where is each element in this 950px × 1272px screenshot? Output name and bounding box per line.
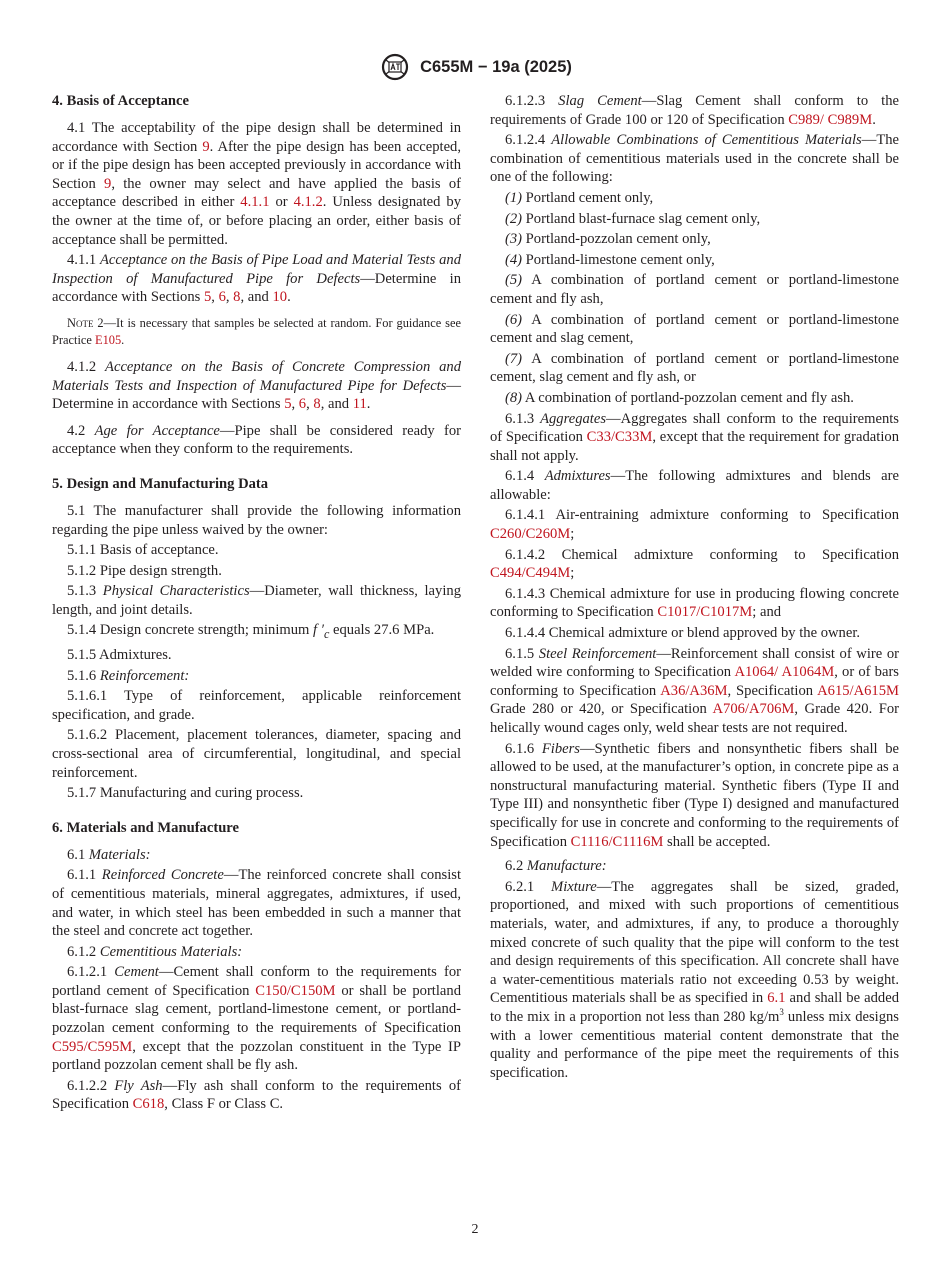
- link-C33[interactable]: C33/C33M: [586, 429, 653, 446]
- para-5-1-5: 5.1.5 Admixtures.: [67, 646, 172, 663]
- para-6-1-3: 6.1.3 Aggregates—Aggregates shall conform to the requirements of Specification C33/C33M, except that the requirement for gradation shall not apply.: [490, 410, 899, 464]
- para-6-1-1: 6.1.1 Reinforced Concrete—The reinforced concrete shall consist of cementitious materials, mineral aggregates, admixtures, if used, and water, in which steel has been embedded in such a manner that the steel and concrete act together.: [52, 867, 461, 940]
- section-5-heading: 5. Design and Manufacturing Data: [52, 475, 269, 492]
- link-section-9[interactable]: 9: [104, 175, 112, 192]
- combo-item: (5) A combination of portland cement or portland-limestone cement and fly ash,: [490, 272, 899, 307]
- link-C494[interactable]: C494/C494M: [490, 565, 571, 582]
- para-6-2-1: 6.2.1 Mixture—The aggregates shall be sized, graded, proportioned, and mixed with such proportions of cementitious materials, water, and admixtures, if any, to produce a thoroughly mixed concrete of such quality that the pipe will conform to the test and design requirements of this specification. All concrete shall have a water-cementitious materials ratio not exceeding 0.53 by weight. Cementitious materials shall be as specified in 6.1 and shall be added to the mix in a proportion not less than 280 $kg/m^3$ unless mix designs with a lower cementitious material content demonstrate that the quality and performance of the pipe meet the requirements of this specification.: [490, 878, 899, 1081]
- link-C595[interactable]: C595/C595M: [52, 1038, 133, 1055]
- para-5-1-6: 5.1.6 Reinforcement:: [67, 667, 190, 684]
- link-section-6[interactable]: 6: [218, 289, 226, 306]
- link-E105[interactable]: E105: [95, 332, 122, 347]
- page-number: 2: [471, 1222, 479, 1237]
- link-A615[interactable]: A615/A615M: [817, 682, 899, 699]
- astm-logo-icon: [378, 52, 412, 82]
- link-section-11[interactable]: 11: [352, 396, 367, 413]
- page-header: [0, 52, 950, 87]
- link-4-1-2[interactable]: 4.1.2: [293, 194, 323, 211]
- combo-item: (3) Portland-pozzolan cement only,: [505, 231, 711, 248]
- para-6-1: 6.1 Materials:: [67, 846, 151, 863]
- para-6-1-2-2: 6.1.2.2 Fly Ash—Fly ash shall conform to the requirements of Specification C618, Class F or Class C.: [52, 1077, 462, 1113]
- link-section-8[interactable]: 8: [233, 289, 241, 306]
- link-section-5[interactable]: 5: [284, 396, 292, 413]
- note-2: Note 2—It is necessary that samples be selected at random. For guidance see Practice E105.: [52, 315, 461, 347]
- para-5-1-4: 5.1.4 Design concrete strength; minimum f $'_c$ equals 27.6 MPa.: [67, 622, 435, 642]
- combo-item: (6) A combination of portland cement or portland-limestone cement and slag cement,: [490, 311, 899, 347]
- link-C260[interactable]: C260/C260M: [490, 526, 571, 543]
- para-6-1-4-2: 6.1.4.2 Chemical admixture conforming to Specification C494/C494M;: [490, 546, 899, 582]
- para-6-1-4-3: 6.1.4.3 Chemical admixture for use in producing flowing concrete conforming to Specification C1017/C1017M; and: [490, 585, 899, 621]
- link-C989[interactable]: C989/ C989M: [788, 111, 873, 128]
- para-4-1-2: 4.1.2 Acceptance on the Basis of Concrete Compression and Materials Tests and Inspection of Manufactured Pipe for Defects—Determine in accordance with Sections 5, 6, 8, and 11.: [52, 358, 461, 413]
- para-6-1-4-1: 6.1.4.1 Air-entraining admixture conforming to Specification C260/C260M;: [490, 507, 899, 543]
- link-section-8[interactable]: 8: [313, 396, 321, 413]
- document-designation: C655M − 19a (2025): [420, 57, 572, 76]
- combo-item: (2) Portland blast-furnace slag cement only,: [505, 210, 761, 227]
- para-5-1-6-1: 5.1.6.1 Type of reinforcement, applicable reinforcement specification, and grade.: [52, 688, 461, 723]
- link-C1116[interactable]: C1116/C1116M: [570, 833, 664, 850]
- para-5-1-6-2: 5.1.6.2 Placement, placement tolerances, diameter, spacing and cross-sectional area of circumferential, longitudinal, and special reinforcement.: [52, 727, 461, 781]
- para-5-1-3: 5.1.3 Physical Characteristics—Diameter, wall thickness, laying length, and joint details.: [52, 583, 461, 618]
- combo-item: (7) A combination of portland cement or portland-limestone cement, slag cement and fly ash, or: [490, 350, 899, 386]
- para-6-1-2-3: 6.1.2.3 Slag Cement—Slag Cement shall conform to the requirements of Grade 100 or 120 of Specification C989/ C989M.: [490, 93, 899, 128]
- para-6-1-6: 6.1.6 Fibers—Synthetic fibers and nonsynthetic fibers shall be allowed to be used, at the manufacturer’s option, in concrete pipe as a nonstructural manufacturing material. Synthetic fibers (Type II and Type III) and nonsynthetic fiber (Type I) designed and manufactured specifically for use in concrete and conforming to the requirements of Specification C1116/C1116M shall be accepted.: [490, 740, 899, 850]
- para-6-1-4-4: 6.1.4.4 Chemical admixture or blend approved by the owner.: [505, 625, 861, 642]
- link-C618[interactable]: C618: [132, 1096, 165, 1113]
- right-column: [490, 92, 899, 1084]
- combo-item: (1) Portland cement only,: [505, 189, 654, 206]
- link-4-1-1[interactable]: 4.1.1: [240, 194, 270, 211]
- para-6-1-2-1: 6.1.2.1 Cement—Cement shall conform to the requirements for portland cement of Specification C150/C150M or shall be portland blast-furnace slag cement, portland-limestone cement, or portland-pozzolan cement conforming to the requirements of Specification C595/C595M, except that the pozzolan constituent in the Type IP portland pozzolan cement shall be fly ash.: [52, 964, 461, 1074]
- link-section-10[interactable]: 10: [272, 289, 288, 306]
- link-A36[interactable]: A36/A36M: [660, 682, 728, 699]
- para-4-1-1: 4.1.1 Acceptance on the Basis of Pipe Load and Material Tests and Inspection of Manufactured Pipe for Defects—Determine in accordance with Sections 5, 6, 8, and 10.: [52, 252, 461, 306]
- combo-item: (4) Portland-limestone cement only,: [505, 251, 715, 268]
- para-5-1-7: 5.1.7 Manufacturing and curing process.: [67, 785, 304, 802]
- para-6-1-2-4: 6.1.2.4 Allowable Combinations of Cementitious Materials—The combination of cementitious materials used in the concrete shall be one of the following:: [490, 132, 900, 186]
- para-5-1-2: 5.1.2 Pipe design strength.: [67, 562, 222, 579]
- link-section-5[interactable]: 5: [203, 289, 212, 306]
- link-C150[interactable]: C150/C150M: [255, 982, 336, 999]
- para-4-2: 4.2 Age for Acceptance—Pipe shall be considered ready for acceptance when they conform to the requirements.: [52, 422, 462, 458]
- para-6-1-2: 6.1.2 Cementitious Materials:: [67, 943, 243, 960]
- link-C1017[interactable]: C1017/C1017M: [657, 604, 753, 621]
- link-section-9[interactable]: 9: [202, 138, 210, 155]
- left-column: [52, 92, 461, 1116]
- combo-item: (8) A combination of portland-pozzolan cement and fly ash.: [505, 389, 854, 406]
- link-section-6[interactable]: 6: [298, 396, 307, 413]
- section-6-heading: 6. Materials and Manufacture: [52, 819, 239, 836]
- para-6-1-5: 6.1.5 Steel Reinforcement—Reinforcement shall consist of wire or welded wire conforming to Specification A1064/ A1064M, or of bars conforming to Specification A36/A36M, Specification A615/A615M Grade 280 or 420, or Specification A706/A706M, Grade 420. For helically wound cages only, weld shear tests are not required.: [490, 645, 899, 736]
- para-4-1: 4.1 The acceptability of the pipe design shall be determined in accordance with Section 9. After the pipe design has been accepted, or if the pipe design has been accepted previously in accordance with Section 9, the owner may select and have applied the basis of acceptance described in either 4.1.1 or 4.1.2. Unless designated by the owner at the time of, or before placing an order, either basis of acceptance shall be permitted.: [52, 120, 462, 248]
- link-A706[interactable]: A706/A706M: [712, 701, 795, 718]
- para-5-1-1: 5.1.1 Basis of acceptance.: [67, 542, 219, 559]
- link-6-1[interactable]: 6.1: [767, 990, 786, 1007]
- para-5-1: 5.1 The manufacturer shall provide the following information regarding the pipe unless waived by the owner:: [52, 502, 461, 538]
- link-A1064[interactable]: A1064/ A1064M: [734, 664, 835, 681]
- para-6-2: 6.2 Manufacture:: [505, 858, 607, 875]
- para-6-1-4: 6.1.4 Admixtures—The following admixtures and blends are allowable:: [490, 468, 899, 503]
- section-4-heading: 4. Basis of Acceptance: [52, 93, 190, 109]
